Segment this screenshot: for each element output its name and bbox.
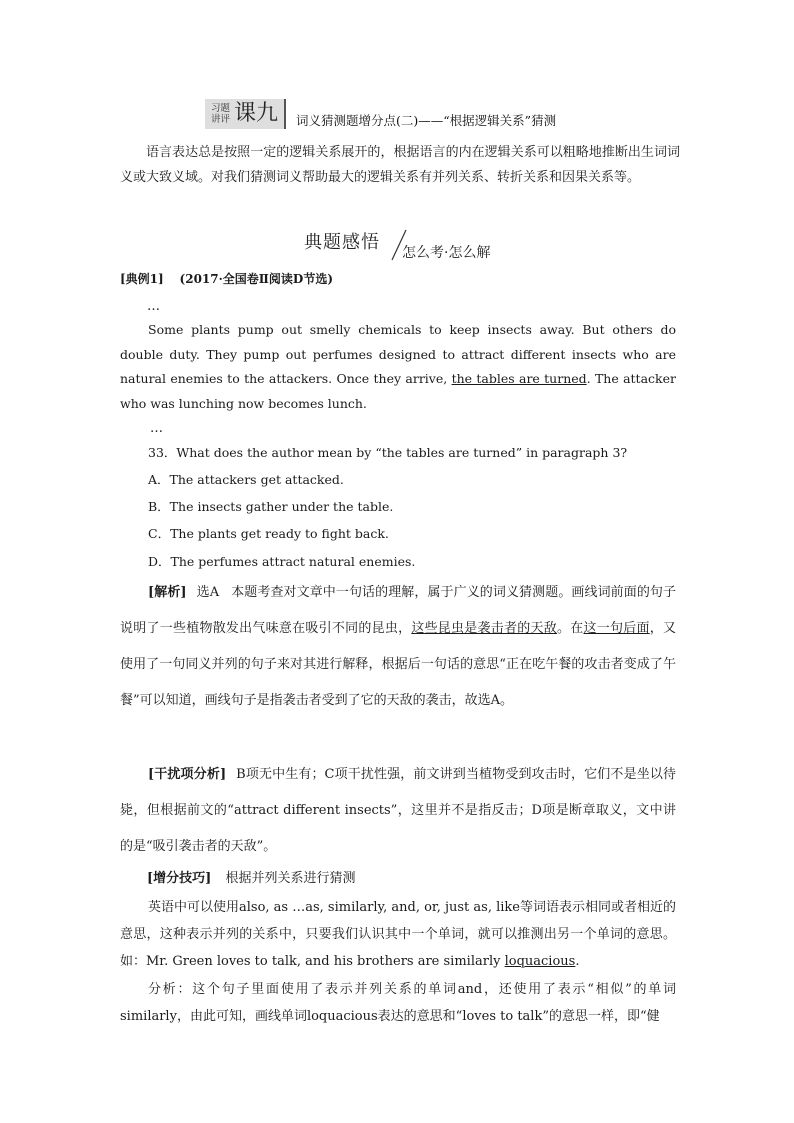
tip-title: 根据并列关系进行猜测 <box>225 871 356 886</box>
analysis-text-3: ，又使用了一句同义并列的句子来对其进行解释，根据后一句话的意思“正在吃午餐的攻击者变成了午餐”可以知道，画线句子是指袭击者受到了它的天敌的袭击，故选A。 <box>120 621 676 708</box>
option-c: C．The plants get ready to fight back. <box>148 526 389 541</box>
distractor-section <box>120 757 676 865</box>
badge-small-line-2: 讲评 <box>211 114 231 125</box>
tip-underlined-word: loquacious <box>504 954 576 969</box>
option-d: D．The perfumes attract natural enemies. <box>148 554 416 569</box>
banner-subtitle: 怎么考·怎么解 <box>402 245 491 261</box>
section-banner <box>304 228 544 264</box>
distractor-text: B项无中生有；C项干扰性强，前文讲到当植物受到攻击时，它们不是坐以待毙，但根据前文的“attract different insects”，这里并不是指反击；D项是断章取义，文中讲的是“吸引袭击者的天敌”。 <box>120 767 676 854</box>
passage-part-1: Some plants pump out smelly chemicals to keep insects away. But others do double duty. They pump out perfumes designed to attract different insects who are natural enemies to the attackers. Once they arrive, <box>120 322 676 386</box>
tip-body <box>120 894 676 975</box>
analysis-underlined-1: 这些昆虫是袭击者的天敌 <box>411 621 557 636</box>
ellipsis-top: … <box>147 299 160 314</box>
passage-underlined-phrase: the tables are turned <box>451 371 587 386</box>
example-source: (2017·全国卷Ⅱ阅读D节选) <box>179 272 333 286</box>
option-a: A．The attackers get attacked. <box>148 472 344 487</box>
analysis-text-2: 。在 <box>557 621 584 636</box>
example-heading <box>120 268 680 290</box>
intro-paragraph: 语言表达总是按照一定的逻辑关系展开的，根据语言的内在逻辑关系可以粗略地推断出生词词义或大致义域。对我们猜测词义帮助最大的逻辑关系有并列关系、转折关系和因果关系等。 <box>120 145 680 185</box>
tip-text-1: 英语中可以使用also, as …as, similarly, and, or, just as, like等词语表示相同或者相近的意思，这种表示并列的关系中，只要我们认识其中一个单词，就可以推测出另一个单词的意思。如：Mr. Green loves to talk, and his brothers are similarly <box>120 900 676 969</box>
distractor-label: [干扰项分析] <box>148 767 227 782</box>
passage-part-2: . The attacker who was lunching now becomes lunch. <box>120 371 676 411</box>
lesson-title: 词义猜测题增分点(二)——“根据逻辑关系”猜测 <box>296 113 557 128</box>
analysis-answer: 选A <box>196 585 220 600</box>
lesson-header <box>205 99 556 129</box>
badge-small-line-1: 习题 <box>211 103 231 114</box>
tip-label: [增分技巧] <box>147 871 212 886</box>
tip-analysis: 分析：这个句子里面使用了表示并列关系的单词and，还使用了表示“相似”的单词similarly，由此可知，画线单词loquacious表达的意思和“loves to talk”的意思一样，即“健 <box>120 982 676 1024</box>
ellipsis-bottom: … <box>150 421 163 436</box>
question-stem: 33．What does the author mean by “the tables are turned” in paragraph 3? <box>148 445 628 460</box>
example-label: [典例1] <box>120 272 164 286</box>
lesson-badge <box>205 99 286 129</box>
analysis-text-1: 本题考查对文章中一句话的理解，属于广义的词义猜测题。画线词前面的句子说明了一些植物散发出气味意在吸引不同的昆虫， <box>120 585 676 636</box>
banner-main-title: 典题感悟 <box>304 232 380 253</box>
analysis-underlined-2: 这一句后面 <box>583 621 650 636</box>
badge-small-text <box>211 103 230 125</box>
reading-passage <box>120 318 676 416</box>
tip-heading <box>147 868 707 890</box>
tip-text-2: . <box>575 954 580 969</box>
badge-lesson-number: 课九 <box>234 101 279 126</box>
analysis-label: [解析] <box>148 585 187 600</box>
analysis-section <box>120 575 676 719</box>
option-b: B．The insects gather under the table. <box>148 499 394 514</box>
